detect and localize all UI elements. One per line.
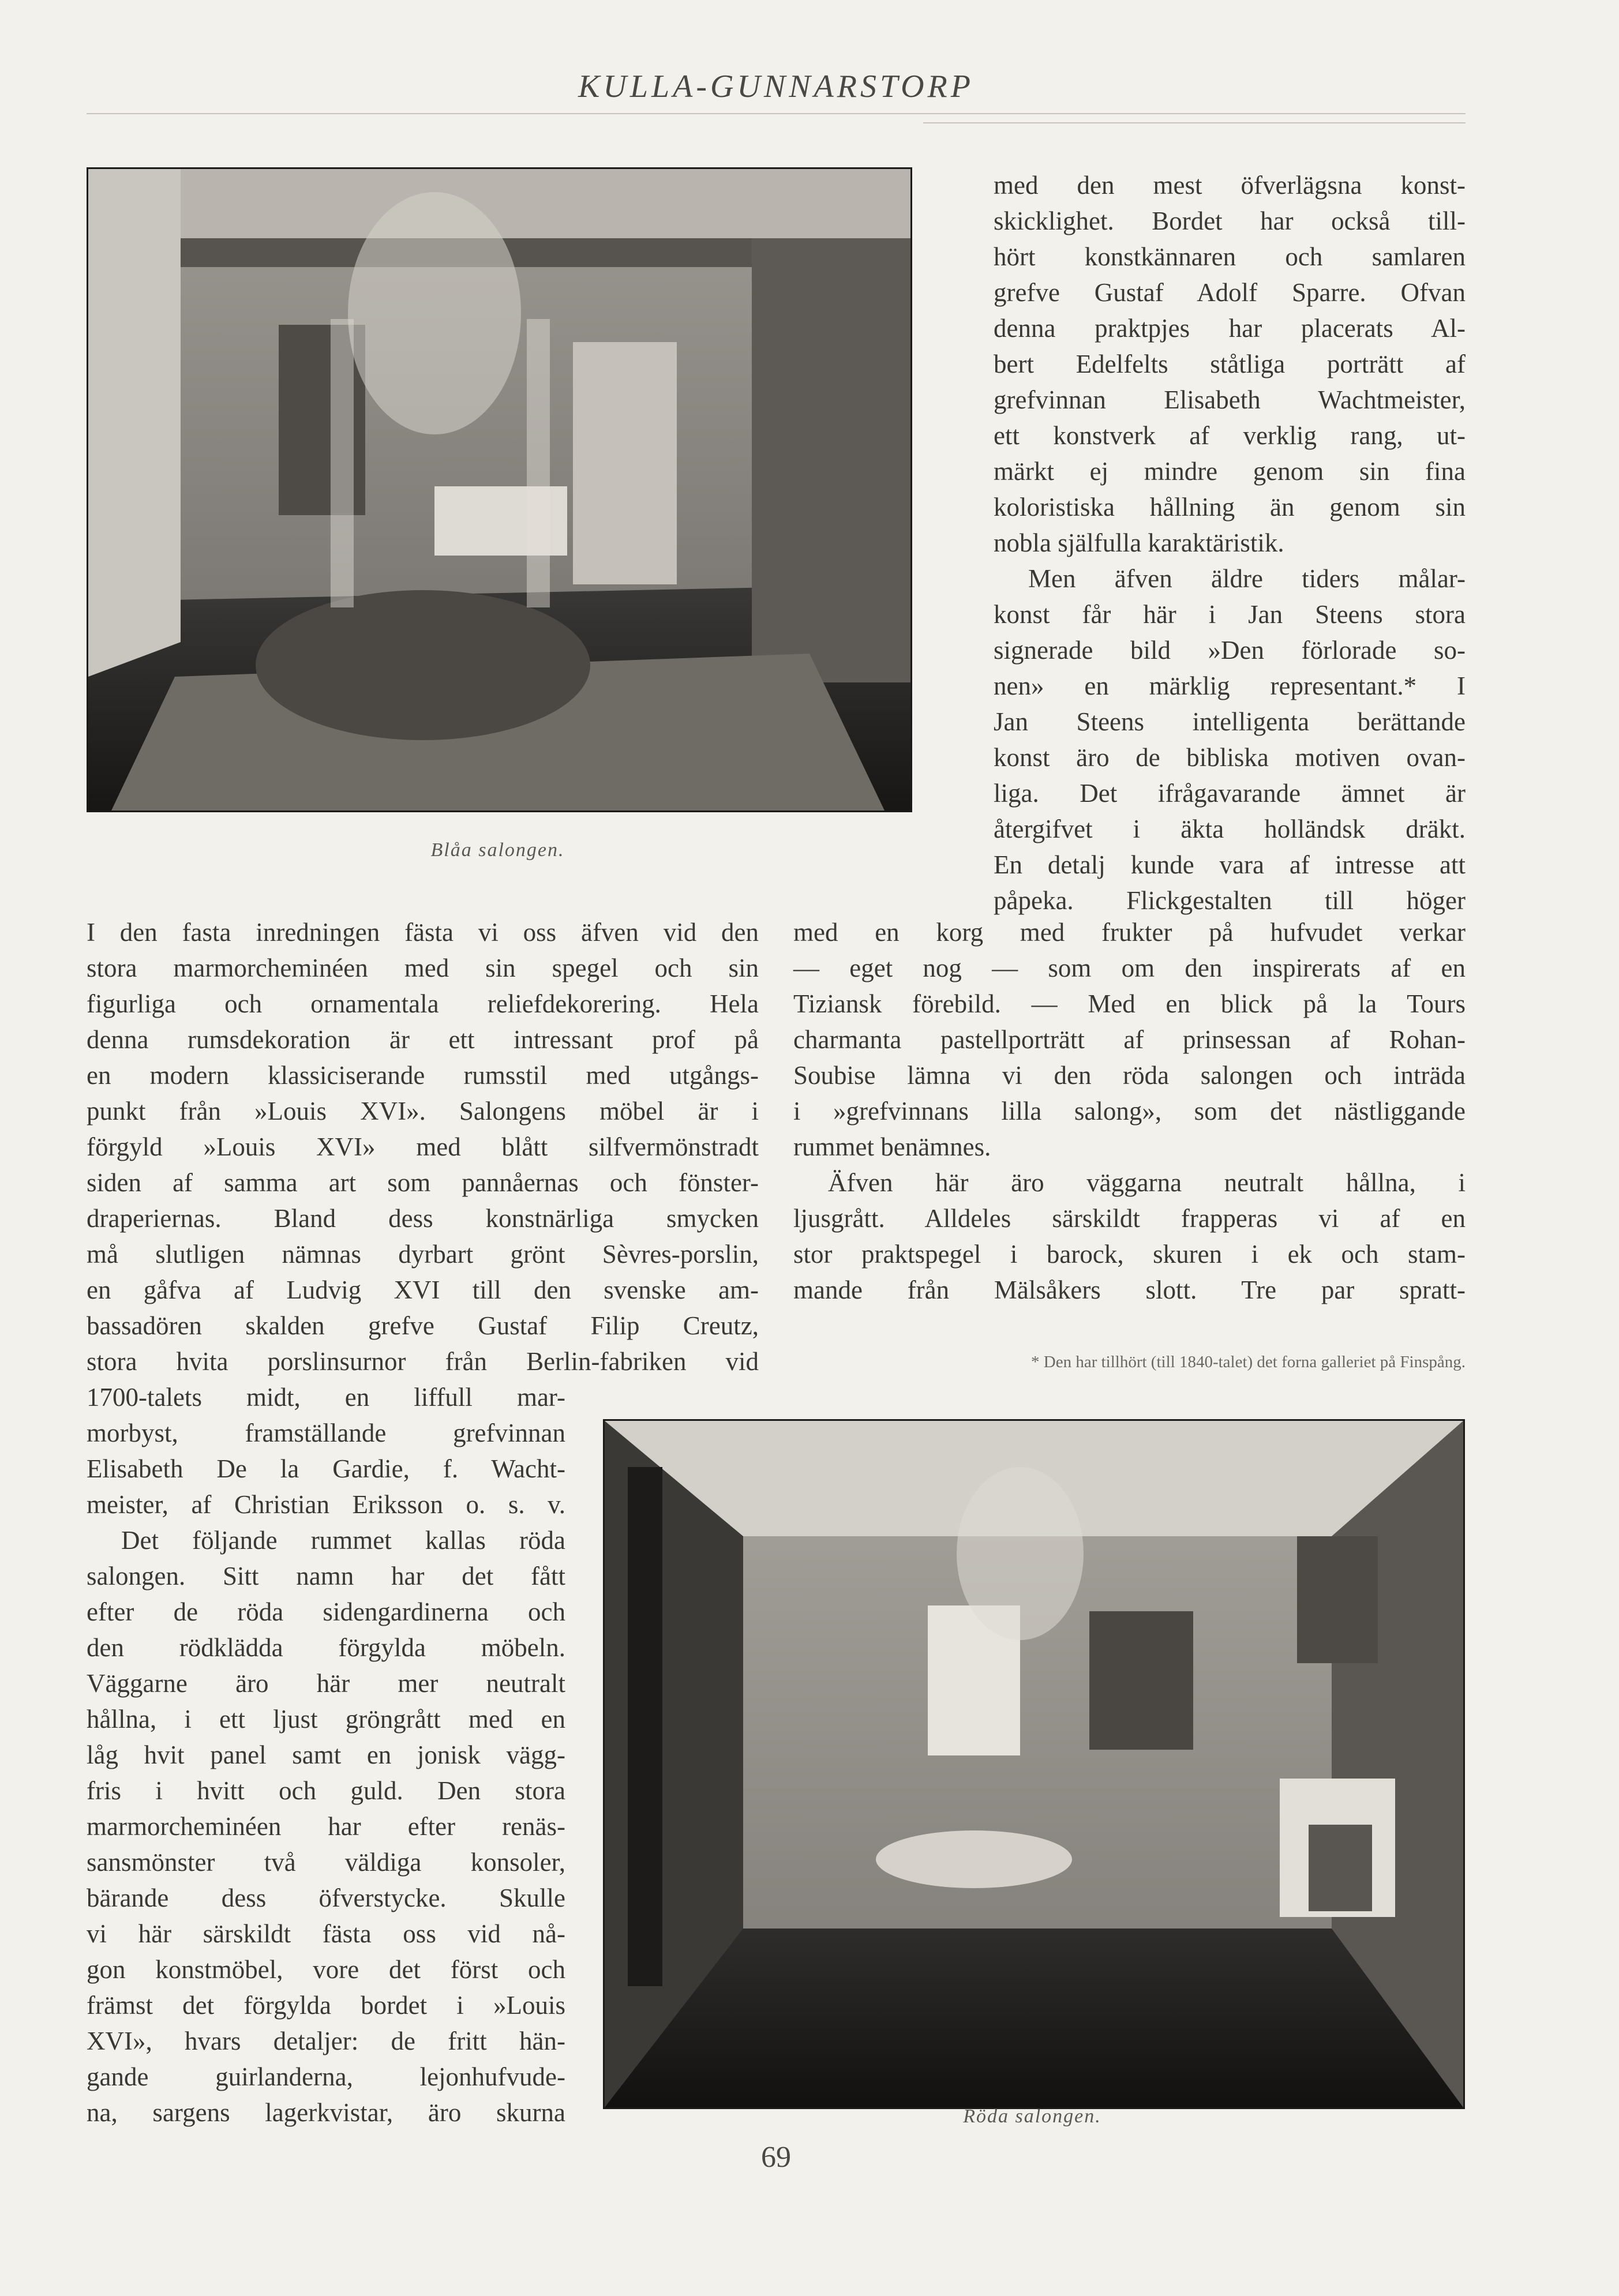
text-line: draperiernas. Bland dess konstnärliga smycken bbox=[87, 1204, 759, 1233]
text-line: bassadören skalden grefve Gustaf Filip Creutz, bbox=[87, 1311, 759, 1340]
text-line: denna praktpjes har placerats Al- bbox=[994, 314, 1466, 343]
text-line: hållna, i ett ljust gröngrått med en bbox=[87, 1705, 565, 1734]
text-line: påpeka. Flickgestalten till höger bbox=[994, 886, 1466, 915]
text-line: en modern klassiciserande rumsstil med utgångs- bbox=[87, 1061, 759, 1090]
footnote: * Den har tillhört (till 1840-talet) det forna galleriet på Finspång. bbox=[1031, 1353, 1466, 1371]
text-line: 1700-talets midt, en liffull mar- bbox=[87, 1383, 565, 1412]
text-line: signerade bild »Den förlorade so- bbox=[994, 636, 1466, 665]
text-line: främst det förgylda bordet i »Louis bbox=[87, 1991, 565, 2020]
text-line: Äfven här äro väggarna neutralt hållna, i bbox=[828, 1168, 1466, 1197]
text-right-column-mid bbox=[793, 914, 1466, 1308]
page-number: 69 bbox=[761, 2141, 791, 2174]
text-line: låg hvit panel samt en jonisk vägg- bbox=[87, 1740, 565, 1769]
text-line: koloristiska hållning än genom sin bbox=[994, 493, 1466, 522]
header-rule bbox=[87, 113, 1466, 114]
text-line: mande från Mälsåkers slott. Tre par spratt- bbox=[793, 1275, 1466, 1304]
text-line: vi här särskildt fästa oss vid nå- bbox=[87, 1919, 565, 1948]
text-line: må slutligen nämnas dyrbart grönt Sèvres-porslin, bbox=[87, 1240, 759, 1269]
text-line: XVI», hvars detaljer: de fritt hän- bbox=[87, 2027, 565, 2055]
text-line: efter de röda sidengardinerna och bbox=[87, 1597, 565, 1626]
text-left-column bbox=[87, 914, 759, 1379]
text-line: skicklighet. Bordet har också till- bbox=[994, 207, 1466, 235]
caption-red-salon: Röda salongen. bbox=[963, 2106, 1101, 2127]
text-line: med en korg med frukter på hufvudet verkar bbox=[793, 918, 1466, 947]
text-line: stor praktspegel i barock, skuren i ek och stam- bbox=[793, 1240, 1466, 1269]
text-line: återgifvet i äkta holländsk dräkt. bbox=[994, 815, 1466, 843]
text-line: marmorcheminéen har efter renäs- bbox=[87, 1812, 565, 1841]
text-line: I den fasta inredningen fästa vi oss äfven vid den bbox=[87, 918, 759, 947]
text-line: liga. Det ifrågavarande ämnet är bbox=[994, 779, 1466, 808]
text-line: salongen. Sitt namn har det fått bbox=[87, 1562, 565, 1590]
text-line: morbyst, framställande grefvinnan bbox=[87, 1419, 565, 1447]
text-line: hört konstkännaren och samlaren bbox=[994, 242, 1466, 271]
text-line: charmanta pastellporträtt af prinsessan af Rohan- bbox=[793, 1025, 1466, 1054]
text-line: bert Edelfelts ståtliga porträtt af bbox=[994, 350, 1466, 378]
text-line: Soubise lämna vi den röda salongen och inträda bbox=[793, 1061, 1466, 1090]
text-line: den rödklädda förgylda möbeln. bbox=[87, 1633, 565, 1662]
running-header: KULLA-GUNNARSTORP bbox=[578, 69, 974, 104]
text-line: punkt från »Louis XVI». Salongens möbel är i bbox=[87, 1097, 759, 1126]
caption-blue-salon: Blåa salongen. bbox=[430, 839, 565, 861]
text-line: Det följande rummet kallas röda bbox=[121, 1526, 565, 1555]
text-line: bärande dess öfverstycke. Skulle bbox=[87, 1884, 565, 1912]
text-line: förgyld »Louis XVI» med blått silfvermönstradt bbox=[87, 1132, 759, 1161]
text-line: fris i hvitt och guld. Den stora bbox=[87, 1776, 565, 1805]
header-rule-secondary bbox=[923, 122, 1466, 123]
text-left-column-narrow bbox=[87, 1379, 565, 2130]
text-line: stora hvita porslinsurnor från Berlin-fabriken vid bbox=[87, 1347, 759, 1376]
text-line: en gåfva af Ludvig XVI till den svenske am- bbox=[87, 1275, 759, 1304]
text-line: siden af samma art som pannåernas och fönster- bbox=[87, 1168, 759, 1197]
text-line: gande guirlanderna, lejonhufvude- bbox=[87, 2062, 565, 2091]
text-line: nobla själfulla karaktäristik. bbox=[994, 528, 1284, 557]
text-line: ett konstverk af verklig rang, ut- bbox=[994, 421, 1466, 450]
text-line: En detalj kunde vara af intresse att bbox=[994, 850, 1466, 879]
text-line: gon konstmöbel, vore det först och bbox=[87, 1955, 565, 1984]
text-line: — eget nog — som om den inspirerats af en bbox=[793, 954, 1466, 982]
text-line: Elisabeth De la Gardie, f. Wacht- bbox=[87, 1454, 565, 1483]
text-line: figurliga och ornamentala reliefdekorering. Hela bbox=[87, 989, 759, 1018]
text-line: meister, af Christian Eriksson o. s. v. bbox=[87, 1490, 565, 1519]
text-right-column-top bbox=[994, 167, 1466, 918]
text-line: Men äfven äldre tiders målar- bbox=[1028, 564, 1466, 593]
text-line: grefvinnan Elisabeth Wachtmeister, bbox=[994, 385, 1466, 414]
text-line: grefve Gustaf Adolf Sparre. Ofvan bbox=[994, 278, 1466, 307]
photo-blue-salon bbox=[87, 167, 912, 812]
photo-red-salon bbox=[603, 1419, 1465, 2109]
text-line: sansmönster två väldiga konsoler, bbox=[87, 1848, 565, 1877]
text-line: stora marmorcheminéen med sin spegel och sin bbox=[87, 954, 759, 982]
text-line: denna rumsdekoration är ett intressant prof på bbox=[87, 1025, 759, 1054]
text-line: konst äro de bibliska motiven ovan- bbox=[994, 743, 1466, 772]
text-line: na, sargens lagerkvistar, äro skurna bbox=[87, 2098, 565, 2127]
text-line: Väggarne äro här mer neutralt bbox=[87, 1669, 565, 1698]
text-line: i »grefvinnans lilla salong», som det nästliggande bbox=[793, 1097, 1466, 1126]
text-line: märkt ej mindre genom sin fina bbox=[994, 457, 1466, 486]
text-line: konst får här i Jan Steens stora bbox=[994, 600, 1466, 629]
text-line: Tiziansk förebild. — Med en blick på la Tours bbox=[793, 989, 1466, 1018]
text-line: rummet benämnes. bbox=[793, 1132, 991, 1161]
text-line: ljusgrått. Alldeles särskildt frapperas vi af en bbox=[793, 1204, 1466, 1233]
text-line: med den mest öfverlägsna konst- bbox=[994, 171, 1466, 200]
text-line: Jan Steens intelligenta berättande bbox=[994, 707, 1466, 736]
text-line: nen» en märklig representant.* I bbox=[994, 671, 1466, 700]
